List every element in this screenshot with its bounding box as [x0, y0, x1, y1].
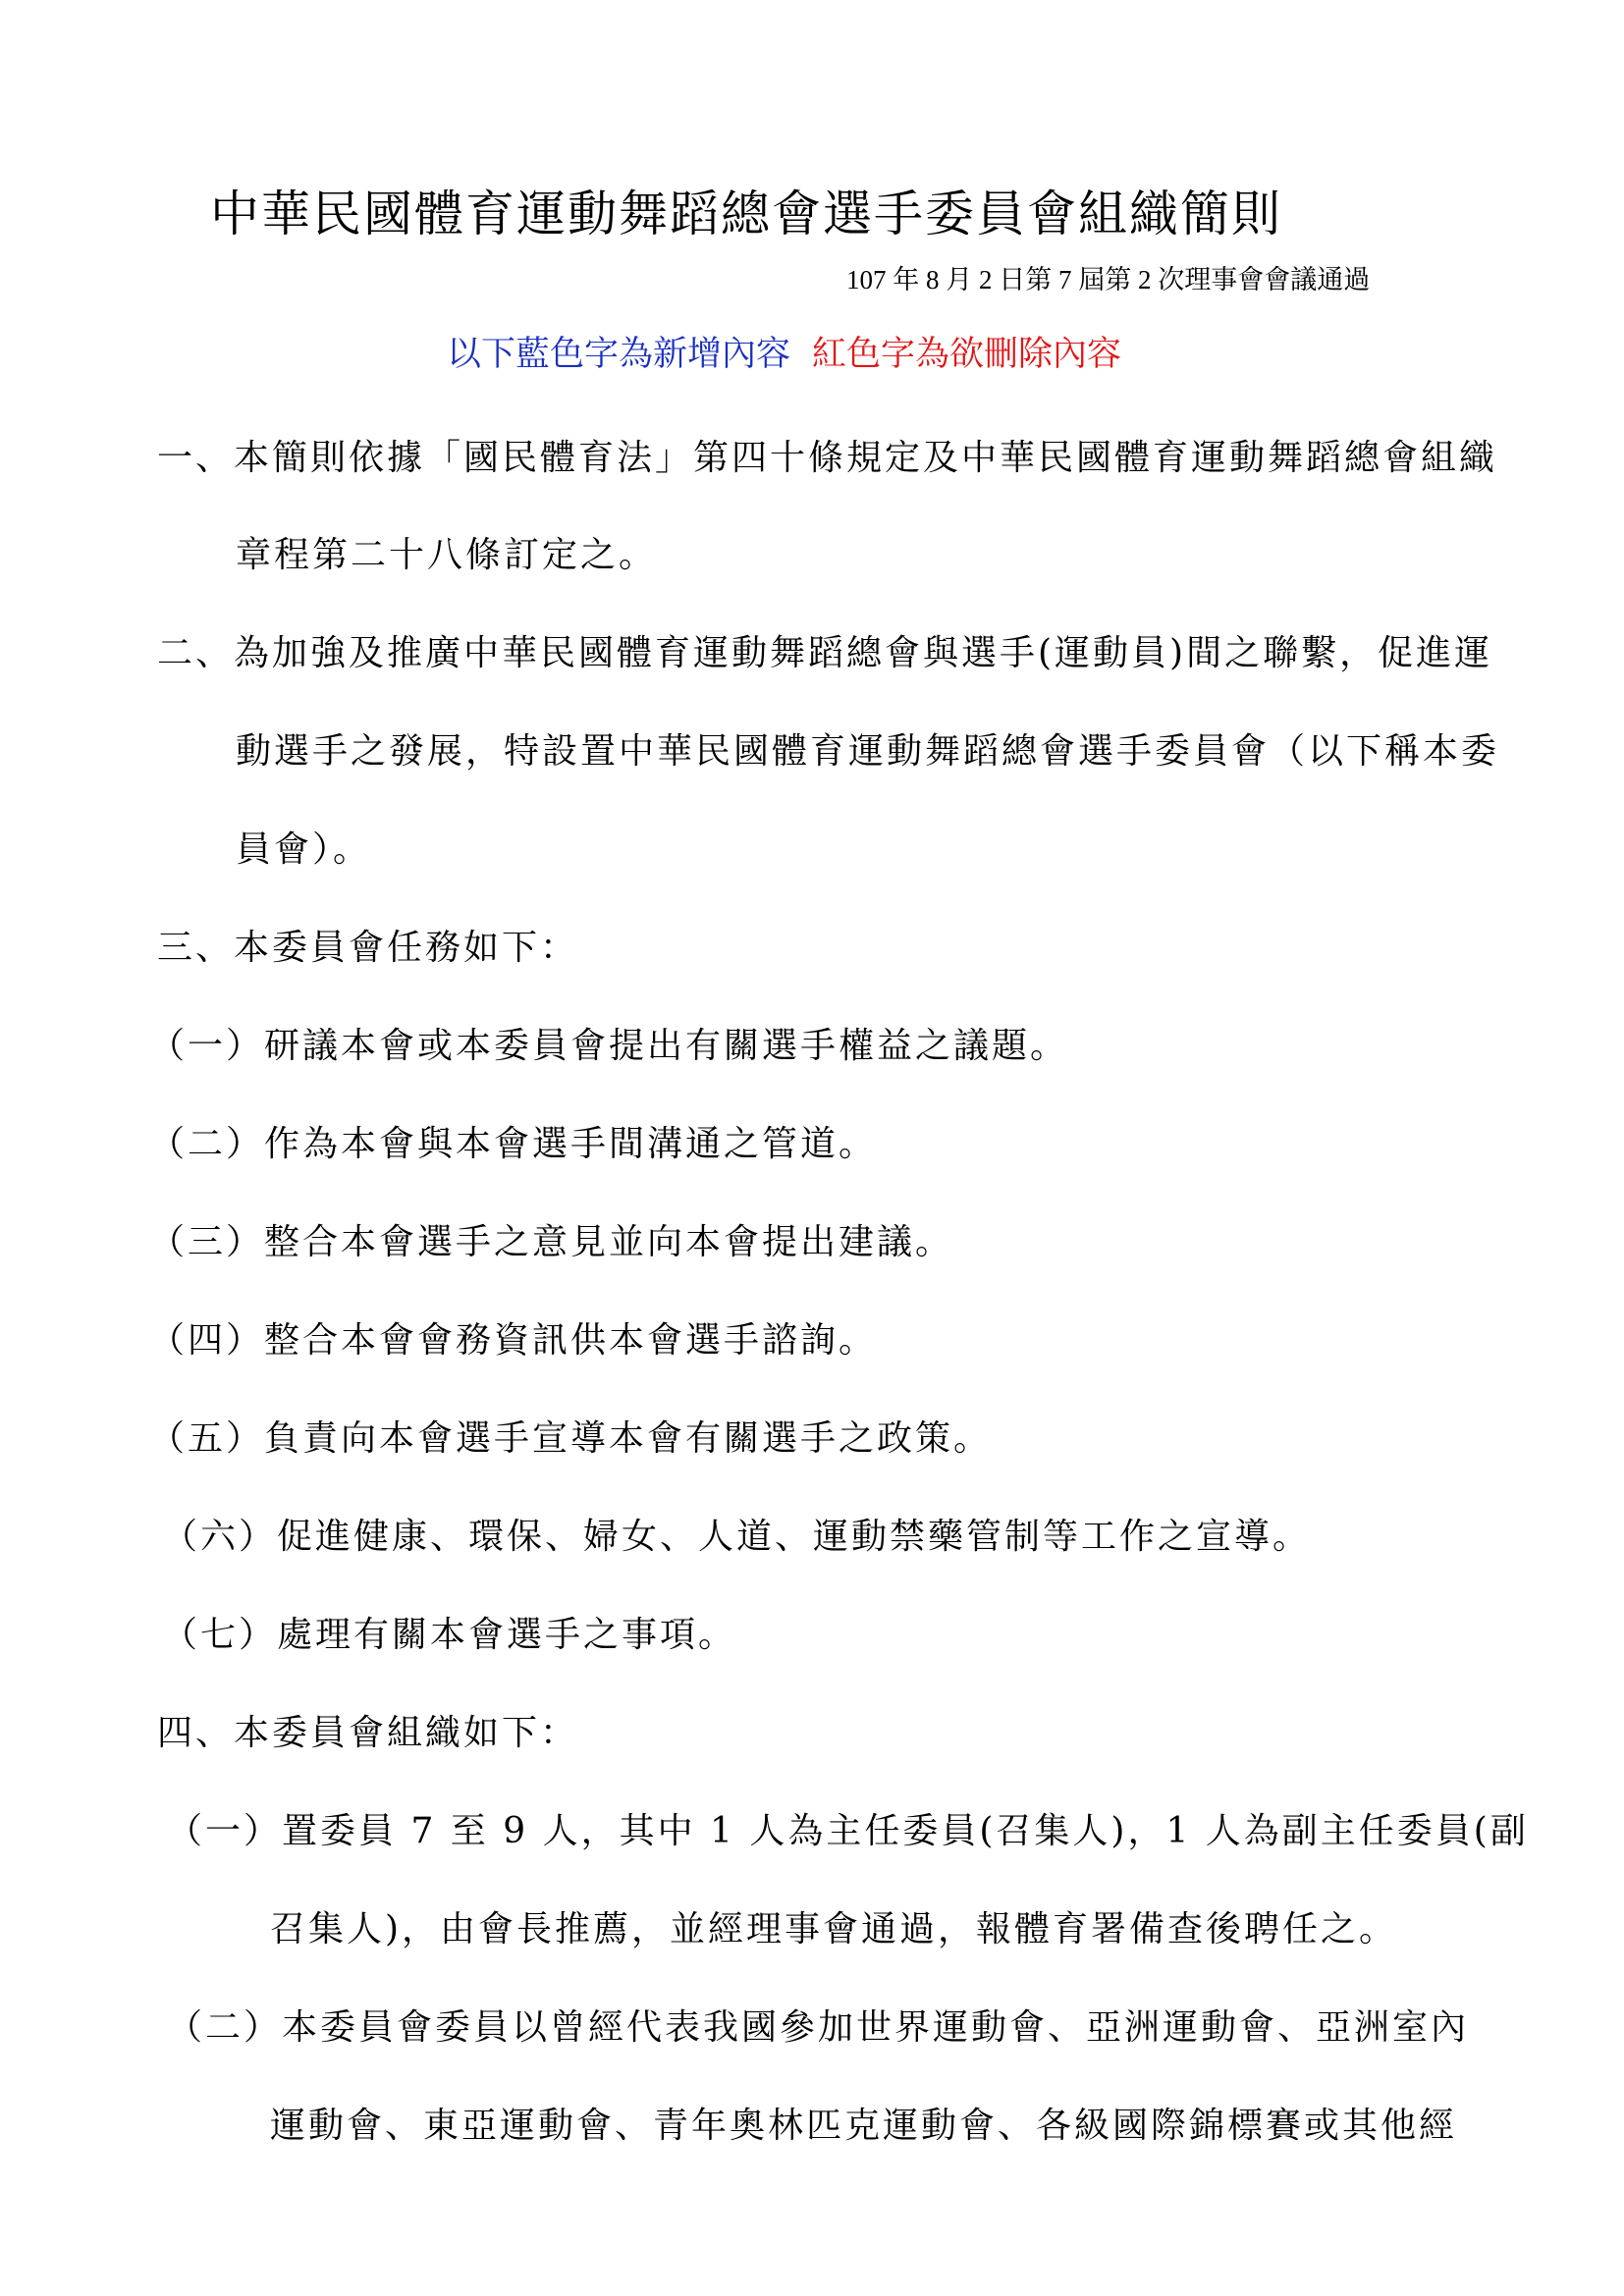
- article-2-line-1: 二、為加強及推廣中華民國體育運動舞蹈總會與選手(運動員)間之聯繫，促進運: [157, 633, 1493, 673]
- article-3-item-6: （六）促進健康、環保、婦女、人道、運動禁藥管制等工作之宣導。: [162, 1517, 1312, 1557]
- color-legend: [447, 327, 1121, 376]
- article-4-item-2-line-1: （二）本委員會委員以曾經代表我國參加世界運動會、亞洲運動會、亞洲室內: [167, 2007, 1470, 2048]
- approval-note: 107 年 8 月 2 日第 7 屆第 2 次理事會會議通過: [846, 265, 1371, 294]
- article-3-item-7: （七）處理有關本會選手之事項。: [162, 1615, 737, 1655]
- article-2-line-3: 員會）。: [236, 829, 372, 870]
- legend-added-text: 以下藍色字為新增內容: [447, 335, 791, 374]
- article-3-item-4: （四）整合本會會務資訊供本會選手諮詢。: [149, 1320, 878, 1361]
- legend-deleted-text: 紅色字為欲刪除內容: [812, 335, 1122, 374]
- article-1-line-1: 一、本簡則依據「國民體育法」第四十條規定及中華民國體育運動舞蹈總會組織: [157, 438, 1498, 478]
- article-3-item-1: （一）研議本會或本委員會提出有關選手權益之議題。: [149, 1026, 1069, 1066]
- article-4-item-2-line-2: 運動會、東亞運動會、青年奧林匹克運動會、各級國際錦標賽或其他經: [270, 2106, 1458, 2146]
- article-4-item-1-line-2: 召集人)，由會長推薦，並經理事會通過，報體育署備查後聘任之。: [270, 1909, 1398, 1949]
- article-4-heading: 四、本委員會組織如下：: [157, 1713, 579, 1753]
- article-3-heading: 三、本委員會任務如下：: [157, 928, 579, 968]
- article-4-item-1-line-1: （一）置委員 7 至 9 人，其中 1 人為主任委員(召集人)，1 人為副主任委員(副: [167, 1811, 1529, 1851]
- article-2-line-2: 動選手之發展，特設置中華民國體育運動舞蹈總會選手委員會（以下稱本委: [236, 731, 1500, 772]
- article-3-item-2: （二）作為本會與本會選手間溝通之管道。: [149, 1124, 878, 1164]
- document-title: 中華民國體育運動舞蹈總會選手委員會組織簡則: [210, 186, 1282, 242]
- article-1-line-2: 章程第二十八條訂定之。: [236, 535, 658, 575]
- article-3-item-5: （五）負責向本會選手宣導本會有關選手之政策。: [149, 1418, 993, 1459]
- article-3-item-3: （三）整合本會選手之意見並向本會提出建議。: [149, 1222, 954, 1262]
